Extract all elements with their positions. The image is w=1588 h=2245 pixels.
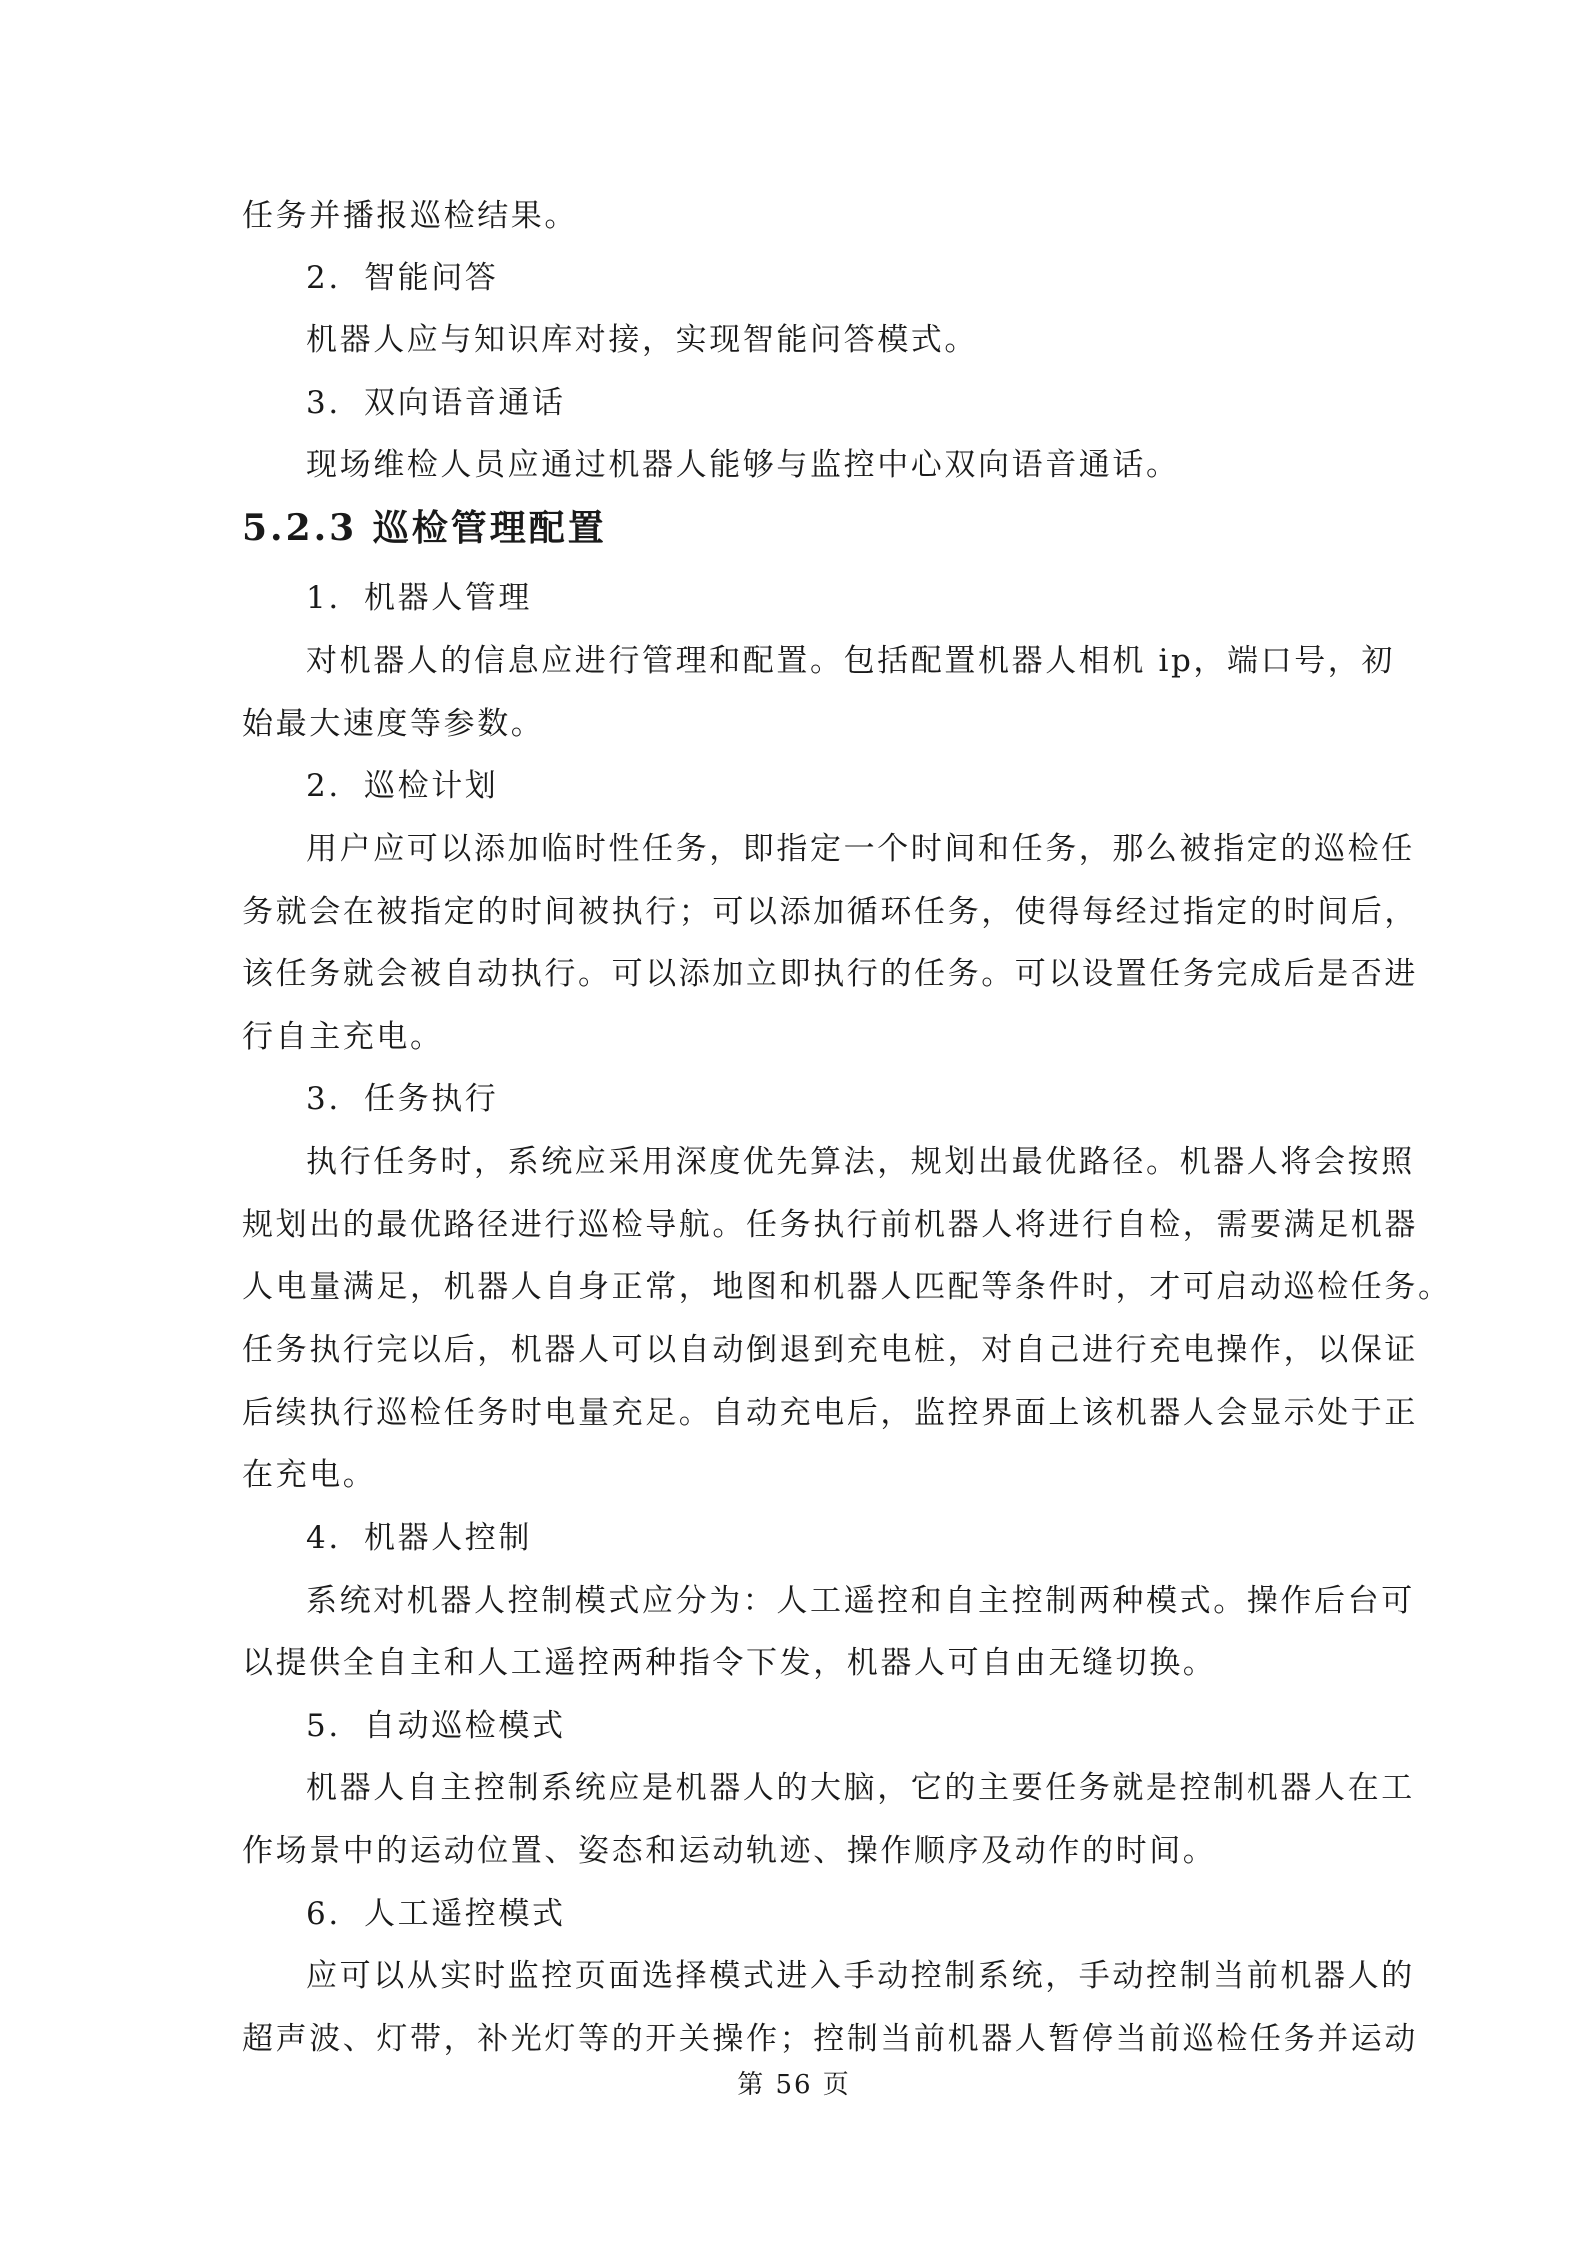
body-text-line: 机器人自主控制系统应是机器人的大脑，它的主要任务就是控制机器人在工 [306, 1770, 1415, 1806]
body-text-line: 用户应可以添加临时性任务，即指定一个时间和任务，那么被指定的巡检任 [306, 831, 1415, 867]
list-item-title: 巡检计划 [364, 768, 499, 804]
body-text-line: 应可以从实时监控页面选择模式进入手动控制系统，手动控制当前机器人的 [306, 1958, 1415, 1994]
list-item-title: 机器人控制 [364, 1520, 532, 1556]
list-item-number: 6. [306, 1896, 341, 1932]
list-item-number: 3. [306, 1081, 341, 1117]
list-item-heading [306, 1079, 498, 1119]
list-item-heading [306, 578, 532, 618]
body-text-line: 该任务就会被自动执行。可以添加立即执行的任务。可以设置任务完成后是否进 [242, 956, 1418, 992]
section-heading: 5.2.3 巡检管理配置 [242, 507, 607, 549]
list-item-heading [306, 1518, 532, 1558]
body-text-line: 机器人应与知识库对接，实现智能问答模式。 [306, 322, 978, 358]
body-text-line: 任务执行完以后，机器人可以自动倒退到充电桩，对自己进行充电操作，以保证 [242, 1332, 1418, 1368]
list-item-heading [306, 383, 566, 423]
list-item-title: 机器人管理 [364, 580, 532, 616]
body-text-line: 现场维检人员应通过机器人能够与监控中心双向语音通话。 [306, 447, 1180, 483]
body-text-line: 行自主充电。 [242, 1019, 444, 1055]
list-item-title: 智能问答 [364, 260, 499, 296]
body-text-line: 人电量满足，机器人自身正常，地图和机器人匹配等条件时，才可启动巡检任务。 [242, 1269, 1452, 1305]
list-item-title: 双向语音通话 [364, 385, 566, 421]
body-text-line: 作场景中的运动位置、姿态和运动轨迹、操作顺序及动作的时间。 [242, 1833, 1217, 1869]
body-text-line: 对机器人的信息应进行管理和配置。包括配置机器人相机 ip，端口号，初 [306, 643, 1396, 679]
body-text-line: 始最大速度等参数。 [242, 706, 545, 742]
page-number: 第 56 页 [737, 2070, 851, 2100]
list-item-heading [306, 1706, 566, 1746]
body-text-line: 以提供全自主和人工遥控两种指令下发，机器人可自由无缝切换。 [242, 1645, 1217, 1681]
body-text-line: 执行任务时，系统应采用深度优先算法，规划出最优路径。机器人将会按照 [306, 1144, 1415, 1180]
list-item-heading [306, 258, 498, 298]
list-item-number: 1. [306, 580, 341, 616]
list-item-title: 人工遥控模式 [364, 1896, 566, 1932]
list-item-title: 任务执行 [364, 1081, 499, 1117]
list-item-title: 自动巡检模式 [364, 1708, 566, 1744]
body-text-line: 后续执行巡检任务时电量充足。自动充电后，监控界面上该机器人会显示处于正 [242, 1395, 1418, 1431]
list-item-number: 4. [306, 1520, 341, 1556]
list-item-number: 2. [306, 768, 341, 804]
list-item-number: 2. [306, 260, 341, 296]
list-item-heading [306, 1894, 566, 1934]
body-text-line: 务就会在被指定的时间被执行；可以添加循环任务，使得每经过指定的时间后， [242, 894, 1418, 930]
list-item-number: 3. [306, 385, 341, 421]
body-text-line: 超声波、灯带，补光灯等的开关操作；控制当前机器人暂停当前巡检任务并运动 [242, 2021, 1418, 2057]
body-text-line: 在充电。 [242, 1457, 377, 1493]
body-text-line: 任务并播报巡检结果。 [242, 198, 578, 234]
list-item-heading [306, 766, 498, 806]
body-text-line: 规划出的最优路径进行巡检导航。任务执行前机器人将进行自检，需要满足机器 [242, 1207, 1418, 1243]
list-item-number: 5. [306, 1708, 341, 1744]
body-text-line: 系统对机器人控制模式应分为：人工遥控和自主控制两种模式。操作后台可 [306, 1583, 1415, 1619]
